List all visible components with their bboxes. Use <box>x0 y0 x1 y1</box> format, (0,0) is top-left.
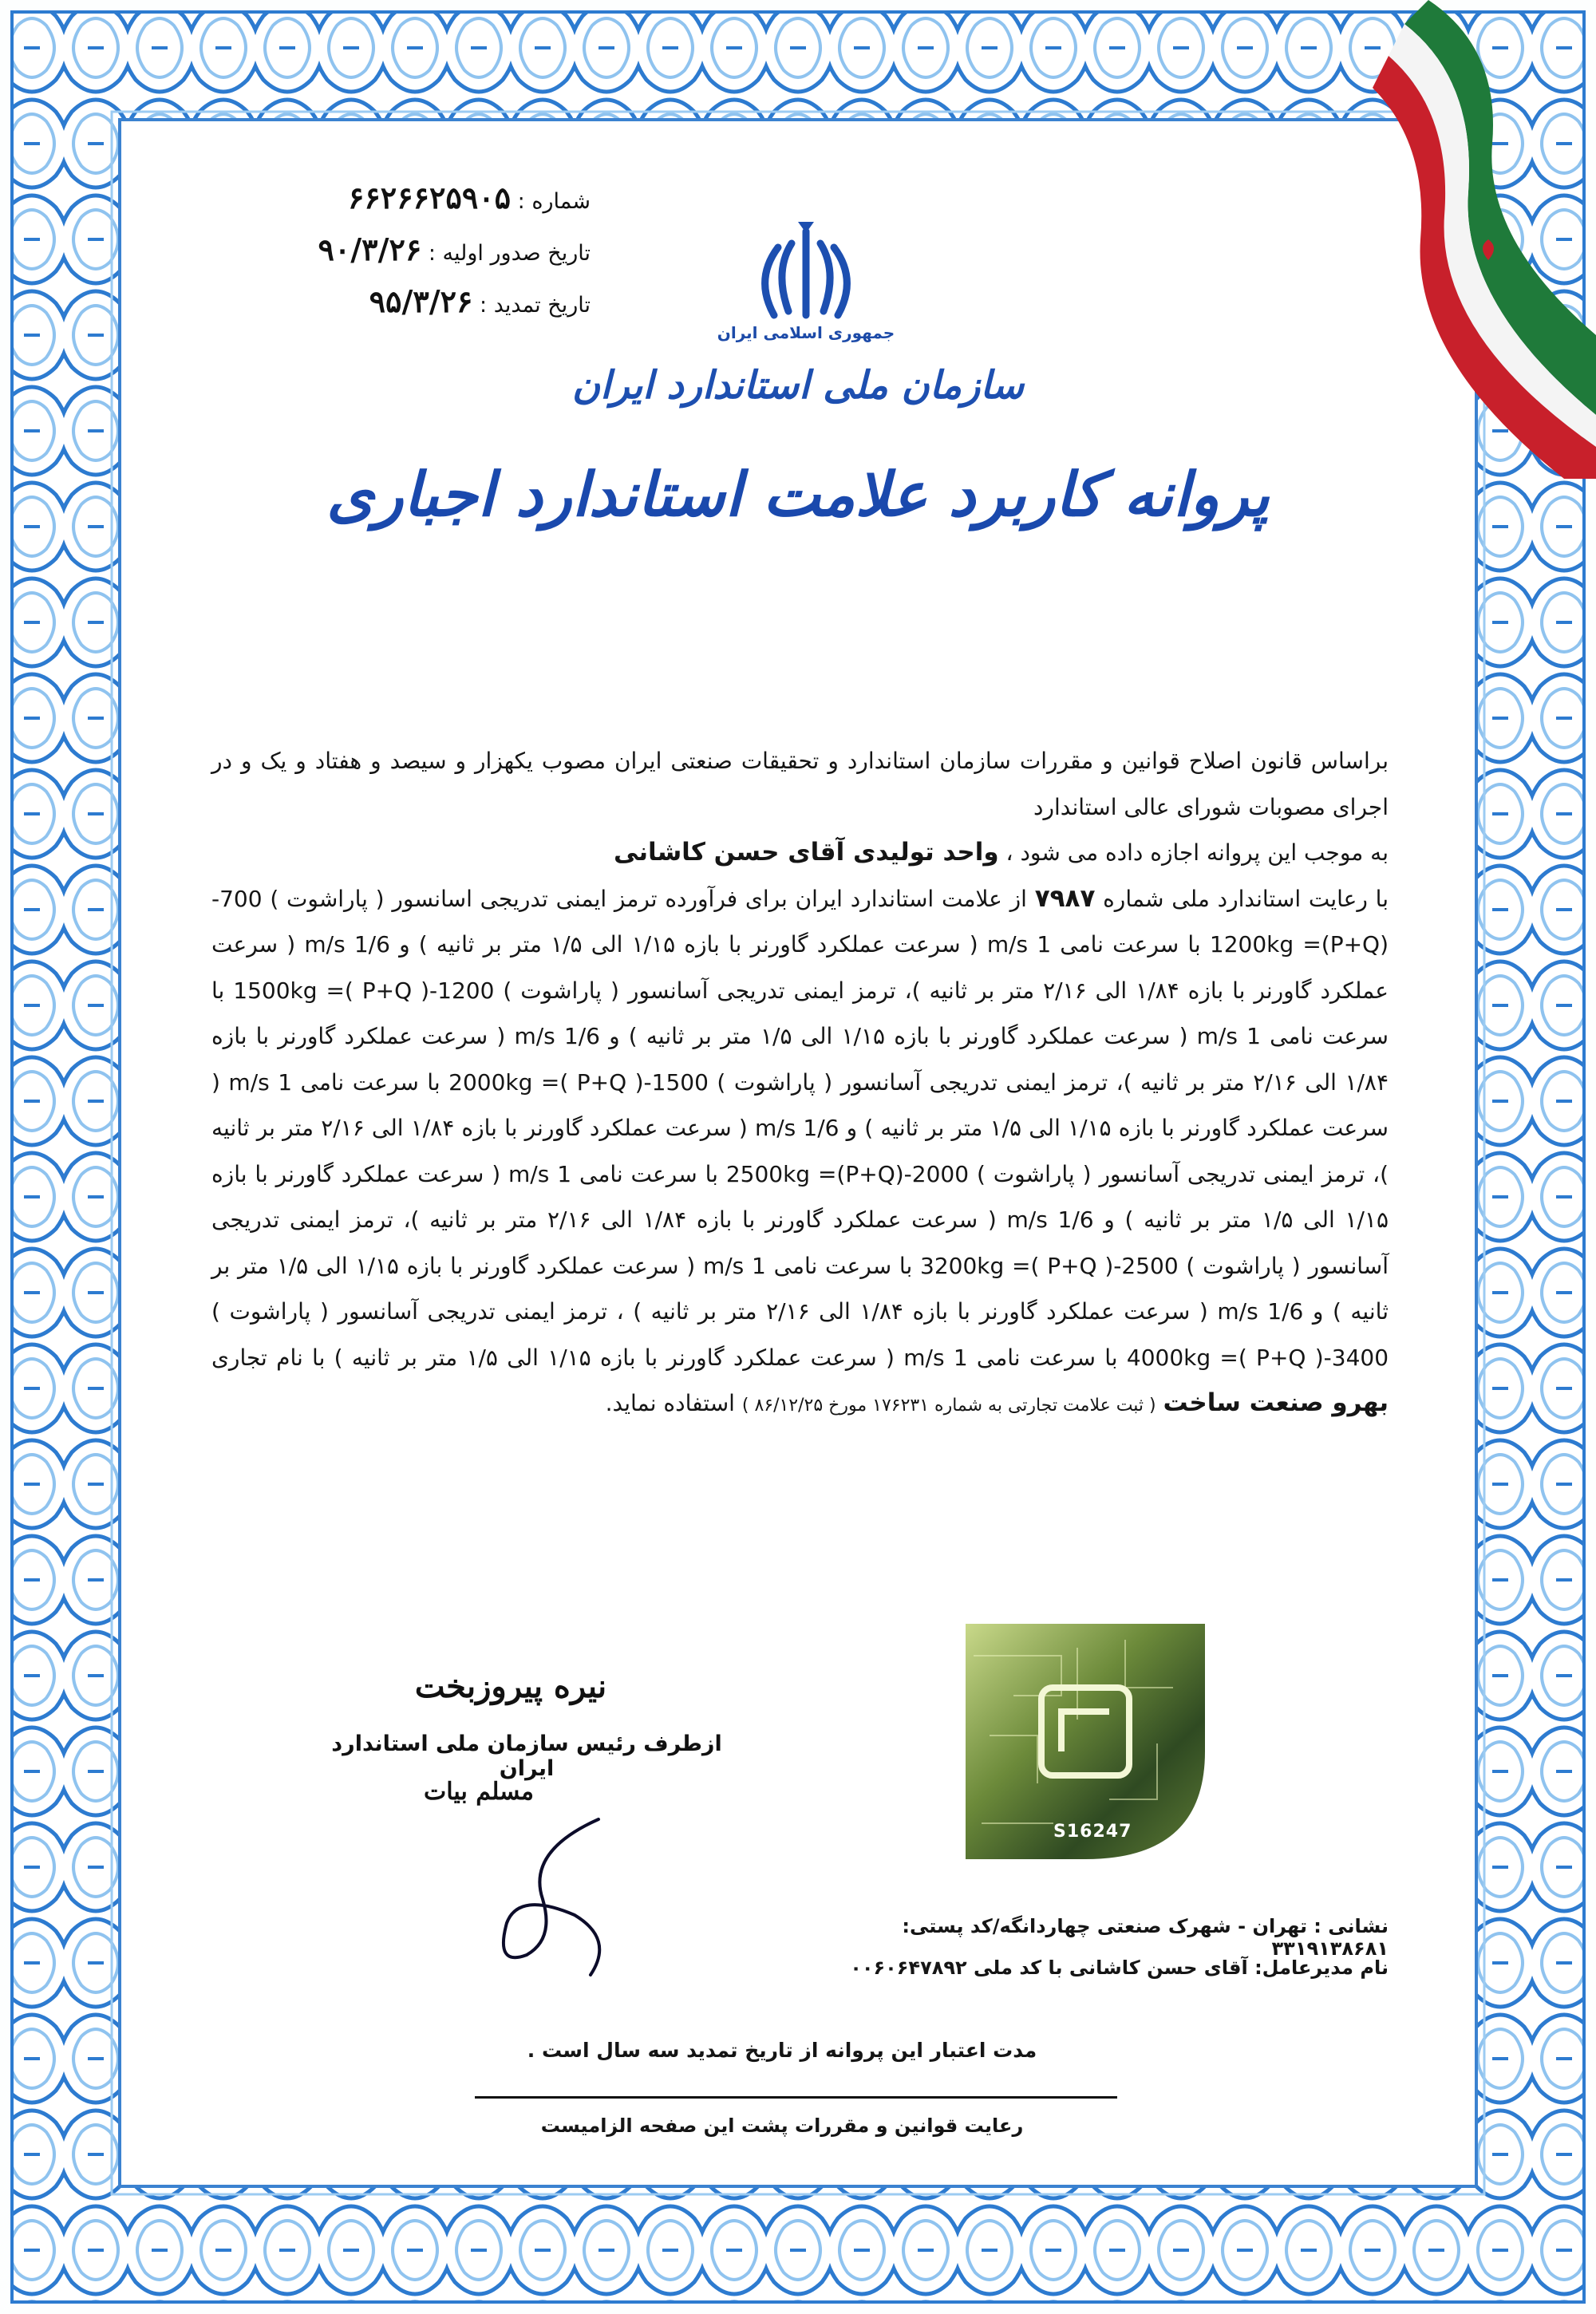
permit-number-value: ۶۶۲۶۶۲۵۹۰۵ <box>347 180 512 215</box>
issue-date-label: تاریخ صدور اولیه : <box>428 241 591 266</box>
permit-prefix: به موجب این پروانه اجازه داده می شود ، <box>1005 839 1389 866</box>
renewal-date-value: ۹۵/۳/۲۶ <box>369 283 473 319</box>
iran-flag <box>1357 0 1596 479</box>
iran-emblem-icon <box>750 215 862 335</box>
signer-role: ازطرف رئیس سازمان ملی استاندارد ایران <box>331 1732 722 1781</box>
issue-date-line <box>255 231 591 267</box>
product-list: ترمز ایمنی تدریجی اسانسور ( پاراشوت ) 700-1200kg =(P+Q) با سرعت نامی 1 m/s ( سرعت عملکرد گاورنر با بازه ۱/۱۵ الی ۱/۵ متر بر ثانیه ) و 1/6 m/s ( سرعت عملکرد گاورنر با بازه ۱/۸۴ الی ۲/۱۶ متر بر ثانیه )، ترمز ایمنی تدریجی آسانسور ( پاراشوت ) 1200-1500kg =( P+Q ) با سرعت نامی 1 m/s ( سرعت عملکرد گاورنر با بازه ۱/۱۵ الی ۱/۵ متر بر ثانیه ) و 1/6 m/s ( سرعت عملکرد گاورنر با بازه ۱/۸۴ الی ۲/۱۶ متر بر ثانیه )، ترمز ایمنی تدریجی آسانسور ( پاراشوت ) 1500-2000kg =( P+Q ) با سرعت نامی 1 m/s ( سرعت عملکرد گاورنر با بازه ۱/۱۵ الی ۱/۵ متر بر ثانیه ) و 1/6 m/s ( سرعت عملکرد گاورنر با بازه ۱/۸۴ الی ۲/۱۶ متر بر ثانیه )، ترمز ایمنی تدریجی آسانسور ( پاراشوت ) 2000-2500kg =(P+Q) با سرعت نامی 1 m/s ( سرعت عملکرد گاورنر با بازه ۱/۱۵ الی ۱/۵ متر بر ثانیه ) و 1/6 m/s ( سرعت عملکرد گاورنر با بازه ۱/۸۴ الی ۲/۱۶ متر بر ثانیه )، ترمز ایمنی تدریجی آسانسور ( پاراشوت ) 2500-3200kg =( P+Q ) با سرعت نامی 1 m/s ( سرعت عملکرد گاورنر با بازه ۱/۱۵ الی ۱/۵ متر بر ثانیه ) و 1/6 m/s ( سرعت عملکرد گاورنر با بازه ۱/۸۴ الی ۲/۱۶ متر بر ثانیه ) ، ترمز ایمنی تدریجی آسانسور ( پاراشوت ) 3400-4000kg =( P+Q ) با سرعت نامی 1 m/s ( سرعت عملکرد گاورنر با بازه ۱/۱۵ الی ۱/۵ متر بر ثانیه ) <box>211 885 1389 1371</box>
standard-number: ۷۹۸۷ <box>1034 883 1096 913</box>
standard-suffix: از علامت استاندارد ایران برای فرآورده <box>665 885 1027 912</box>
handwritten-signature <box>479 1803 662 1987</box>
permit-number-label: شماره : <box>517 189 591 214</box>
permit-number-line <box>255 180 591 215</box>
document-title: پروانه کاربرد علامت استاندارد اجباری <box>326 459 1270 530</box>
renewal-date-label: تاریخ تمدید : <box>480 293 591 318</box>
address-line: نشانی : تهران - شهرک صنعتی چهاردانگه/کد پستی: ۳۳۱۹۱۳۸۶۸۱ <box>902 1915 1389 1960</box>
trademark-registration: ( ثبت علامت تجارتی به شماره ۱۷۶۲۳۱ مورخ ۸۶/۱۲/۲۵ ) <box>741 1396 1156 1416</box>
intro-paragraph: براساس قانون اصلاح قوانین و مقررات سازمان استاندارد و تحقیقات صنعتی ایران مصوب یکهزار و سیصد و هفتاد و یک و در اجرای مصوبات شورای عالی استاندارد <box>211 748 1389 820</box>
footer-divider <box>475 2096 1117 2099</box>
signer-note: مسلم بیات <box>424 1778 534 1806</box>
closing-text: استفاده نماید. <box>605 1390 735 1416</box>
standard-paragraph <box>211 876 1389 1429</box>
manager-line: نام مدیرعامل: آقای حسن کاشانی با کد ملی ۰۰۶۰۶۴۷۸۹۲ <box>850 1957 1389 1979</box>
trademark-prefix: با نام تجاری <box>211 1344 326 1371</box>
permit-paragraph <box>211 830 1389 876</box>
trademark-name: بهرو صنعت ساخت <box>1163 1388 1389 1417</box>
footer-note: رعایت قوانین و مقررات پشت این صفحه الزامیست <box>540 2115 1024 2137</box>
signer-name: نیره پیروزبخت <box>414 1668 607 1705</box>
emblem-caption: جمهوری اسلامی ایران <box>717 323 895 342</box>
validity-note: مدت اعتبار این پروانه از تاریخ تمدید سه سال است . <box>527 2039 1037 2062</box>
organization-name: سازمان ملی استاندارد ایران <box>571 363 1025 408</box>
body-text <box>211 738 1389 1429</box>
hologram-code: S16247 <box>1053 1822 1132 1842</box>
standard-prefix: با رعایت استاندارد ملی شماره <box>1103 885 1389 912</box>
issue-date-value: ۹۰/۳/۲۶ <box>318 231 422 267</box>
permit-unit: واحد تولیدی آقای حسن کاشانی <box>614 838 999 867</box>
renewal-date-line <box>255 283 591 319</box>
